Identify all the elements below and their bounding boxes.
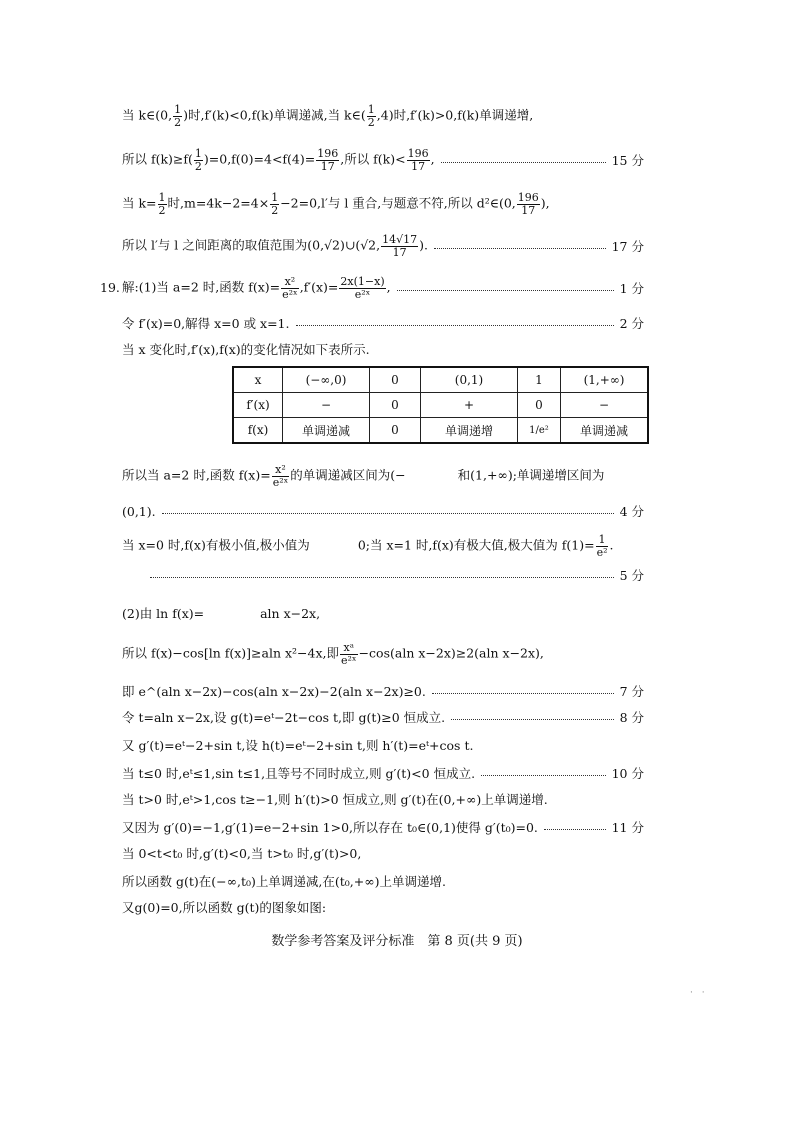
fraction: $\frac{1}{2}$ <box>174 103 182 129</box>
score-label: 11 分 <box>611 820 644 835</box>
leader-dots <box>434 248 606 249</box>
table-row: f(x) 单调递减 0 单调递增 1/e² 单调递减 <box>233 418 648 444</box>
score-label: 17 分 <box>611 239 644 255</box>
question-number: 19. <box>100 280 120 295</box>
text-line-3: 当 k= $\frac{1}{2}$ 时,m=4k−2=4× $\frac{1}{2}$ −2=0,l′与 l 重合,与题意不符,所以 d²∈(0, $\frac{196}{17}$ ), <box>122 191 550 217</box>
text-line-4: 所以 l′与 l 之间距离的取值范围为(0,√2)∪(√2, $\frac{14√17}{17}$ ). 17 分 <box>122 233 644 259</box>
page-footer: 数学参考答案及评分标准 第 8 页(共 9 页) <box>271 934 523 949</box>
score-label: 4 分 <box>619 504 644 519</box>
fraction: $\frac{1}{2}$ <box>367 103 375 129</box>
text-line-9: (0,1). 4 分 <box>122 503 644 519</box>
text-line-11 <box>150 566 644 584</box>
text-line-15: 令 t=aln x−2x,设 g(t)=eᵗ−2t−cos t,即 g(t)≥0 恒成立. 8 分 <box>122 710 644 725</box>
text-line-19: 又因为 g′(0)=−1,g′(1)=e−2+sin 1>0,所以存在 t₀∈(0,1)使得 g′(t₀)=0. 11 分 <box>122 820 644 835</box>
text: ,4)时,f′(k)>0,f(k)单调递增, <box>376 107 534 123</box>
text-line-8: 所以当 a=2 时,函数 f(x)= $\frac{\text{x²}}{\text{e²ˣ}}$ 的单调递减区间为(− 和(1,+∞);单调递增区间为 <box>122 463 605 489</box>
text-line-14: 即 e^(aln x−2x)−cos(aln x−2x)−2(aln x−2x)≥0. 7 分 <box>122 684 644 699</box>
leader-dots <box>397 290 614 291</box>
text: )时,f′(k)<0,f(k)单调递减,当 k∈( <box>183 107 366 123</box>
score-label: 5 分 <box>619 568 644 583</box>
score-label: 8 分 <box>619 710 644 725</box>
text-line-2: 所以 f(k)≥f( $\frac{1}{2}$ )=0,f(0)=4<f(4)= $\frac{196}{17}$ ,所以 f(k)< $\frac{196}{17}$ , 15 分 <box>122 147 644 173</box>
variation-table <box>232 366 649 444</box>
text-line-1 <box>122 104 644 128</box>
score-label: 10 分 <box>611 766 644 781</box>
text-line-13: 所以 f(x)−cos[ln f(x)]≥aln x²−4x,即 $\frac{\text{xᵃ}}{\text{e²ˣ}}$ −cos(aln x−2x)≥2(aln x−2x), <box>122 641 544 667</box>
score-label: 7 分 <box>619 684 644 699</box>
table-row: f′(x) − 0 + 0 − <box>233 393 648 418</box>
leader-dots <box>441 162 606 163</box>
text-line-21: 所以函数 g(t)在(−∞,t₀)上单调递减,在(t₀,+∞)上单调递增. <box>122 874 446 889</box>
score-label: 1 分 <box>619 281 644 297</box>
text-line-12: (2)由 ln f(x)= aln x−2x, <box>122 606 321 621</box>
text-line-17: 当 t≤0 时,eᵗ≤1,sin t≤1,且等号不同时成立,则 g′(t)<0 恒成立. 10 分 <box>122 766 644 781</box>
text-line-6: 令 f′(x)=0,解得 x=0 或 x=1. 2 分 <box>122 316 644 331</box>
text-line-20: 当 0<t<t₀ 时,g′(t)<0,当 t>t₀ 时,g′(t)>0, <box>122 846 362 861</box>
text-line-16: 又 g′(t)=eᵗ−2+sin t,设 h(t)=eᵗ−2+sin t,则 h′(t)=eᵗ+cos t. <box>122 738 474 753</box>
score-label: 2 分 <box>619 316 644 331</box>
text-line-7: 当 x 变化时,f′(x),f(x)的变化情况如下表所示. <box>122 342 370 357</box>
scan-mark: · · <box>690 988 708 998</box>
table-row: x (−∞,0) 0 (0,1) 1 (1,+∞) <box>233 367 648 393</box>
text: 当 k∈(0, <box>122 107 173 123</box>
text-line-5: 解:(1)当 a=2 时,函数 f(x)= $\frac{\text{x²}}{\text{e²ˣ}}$ ,f′(x)= $\frac{2x(1-x)}{\text{e²ˣ}}$ , 1 分 <box>122 275 644 301</box>
score-label: 15 分 <box>611 153 644 169</box>
text-line-22: 又g(0)=0,所以函数 g(t)的图象如图: <box>122 900 327 915</box>
text-line-10: 当 x=0 时,f(x)有极小值,极小值为 0;当 x=1 时,f(x)有极大值,极大值为 f(1)= $\frac{1}{\text{e²}}$ . <box>122 533 614 559</box>
text-line-18: 当 t>0 时,eᵗ>1,cos t≥−1,则 h′(t)>0 恒成立,则 g′(t)在(0,+∞)上单调递增. <box>122 792 548 807</box>
